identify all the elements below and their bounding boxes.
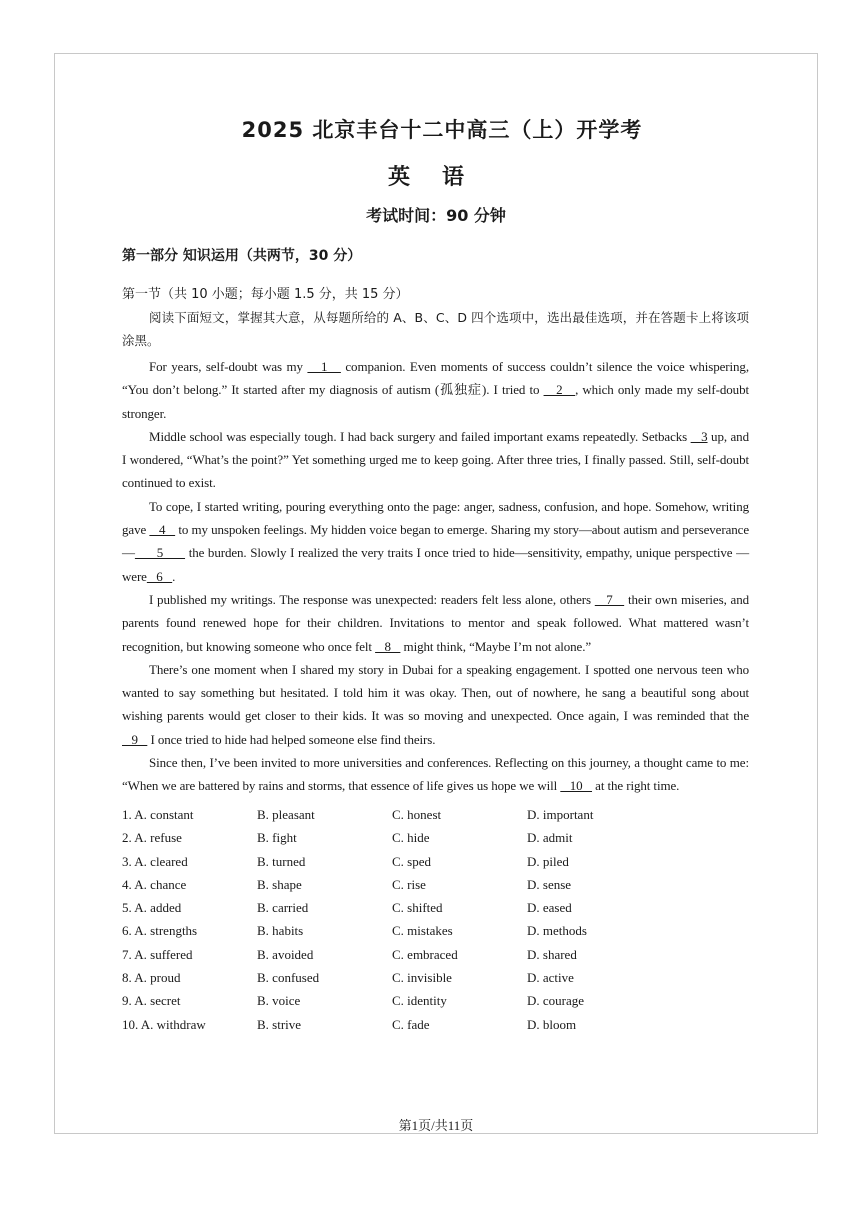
option-row-1 [122,803,742,826]
option-d: D. methods [527,923,587,939]
blank-2: 2 [543,382,576,398]
option-c: C. rise [392,876,426,892]
option-row-9 [122,989,742,1012]
option-d: D. piled [527,853,569,869]
instructions: 阅读下面短文，掌握其大意，从每题所给的 A、B、C、D 四个选项中，选出最佳选项，并在答题卡上将该项涂黑。 [122,310,749,348]
text-run: the burden. Slowly I realized the very traits I once tried to hide—sensitivity, empathy, unique perspective — were [122,545,749,584]
exam-duration: 考试时间：90 分钟 [366,206,506,225]
text-run: their own miseries, and parents found renewed hope for their children. Invitations to mentor and speak followed. What mattered wasn’t recognition, but knowing someone who once felt [122,591,750,654]
page-number: 第1页/共11页 [398,1118,474,1133]
option-a: 6. A. strengths [122,923,198,939]
option-b: B. voice [257,993,301,1009]
answer-options [122,803,742,1036]
option-c: C. shifted [392,900,443,916]
text-run: companion. Even moments of success couldn’t silence the voice whispering, “You don’t belong.” It started after my diagnosis of autism (孤独症). I tried to [122,359,749,398]
text-run: might think, “Maybe I’m not alone.” [400,638,592,654]
blank-1: 1 [307,359,341,374]
option-a: 1. A. constant [122,807,194,822]
text-run: There’s one moment when I shared my story in Dubai for a speaking engagement. I spotted one nervous teen who wanted to say something but hesitated. I told him it was okay. Then, out of nowhere, he sang a beautiful song about wishing parents would get closer to their kids. It was so moving and unexpected. Once again, I was reminded that the [122,661,749,724]
option-b: B. habits [257,923,304,939]
option-row-4 [122,873,742,896]
option-c: C. honest [392,807,442,822]
text-run: , which only made my self-doubt stronger. [122,382,749,421]
option-c: C. identity [392,993,447,1009]
subject-heading: 英语 [387,165,496,190]
passage-paragraph-1 [122,355,749,425]
option-b: B. shape [257,876,302,892]
option-c: C. fade [392,1016,430,1032]
option-a: 7. A. suffered [122,946,193,962]
blank-5: 5 [134,545,186,561]
passage-paragraph-2 [122,425,749,495]
option-a: 2. A. refuse [122,830,182,846]
option-d: D. courage [527,993,585,1009]
option-c: C. invisible [392,970,452,986]
option-c: C. sped [392,853,431,869]
option-b: B. pleasant [257,807,315,822]
option-a: 8. A. proud [122,970,181,986]
option-c: C. hide [392,830,430,846]
option-b: B. strive [257,1016,302,1032]
blank-3: 3 [690,428,708,444]
option-row-7 [122,943,742,966]
option-row-6 [122,919,742,942]
blank-4: 4 [149,522,176,538]
option-c: C. mistakes [392,923,453,939]
text-run: To cope, I started writing, pouring everything onto the page: anger, sadness, confusion, and hope. Somehow, writing gave [122,498,749,538]
text-run: Since then, I’ve been invited to more universities and conferences. Reflecting on this journey, a thought came to me: “When we are battered by rains and storms, that essence of life gives us hope we will [122,755,749,794]
option-d: D. important [527,807,594,822]
passage-paragraph-6 [122,751,749,798]
option-d: D. shared [527,946,577,962]
blank-7: 7 [594,591,625,607]
passage-paragraph-3 [122,495,749,588]
text-run: at the right time. [592,778,680,794]
text-run: I published my writings. The response was unexpected: readers felt less alone, others [149,591,595,607]
option-d: D. active [527,970,574,986]
blank-10: 10 [560,778,593,794]
text-run: Middle school was especially tough. I had back surgery and failed important exams repeatedly. Setbacks [149,428,691,444]
passage-paragraph-4 [122,588,749,658]
blank-6: 6 [146,568,173,584]
option-row-8 [122,966,742,989]
option-c: C. embraced [392,946,458,962]
option-b: B. turned [257,853,306,869]
option-a: 3. A. cleared [122,853,188,869]
section-heading: 第一节（共 10 小题；每小题 1.5 分，共 15 分） [122,287,409,302]
option-d: D. sense [527,876,572,892]
document-title: 2025 北京丰台十二中高三（上）开学考 [241,118,643,142]
passage-paragraph-5 [122,658,749,751]
option-row-3 [122,850,742,873]
option-row-10 [122,1013,742,1036]
option-a: 4. A. chance [122,876,187,892]
part-heading: 第一部分 知识运用（共两节，30 分） [122,248,362,264]
option-a: 5. A. added [122,900,182,916]
option-b: B. fight [257,830,297,846]
text-run: to my unspoken feelings. My hidden voice began to emerge. Sharing my story—about autism and perseverance— [122,522,749,561]
text-run: up, and I wondered, “What’s the point?” Yet something urged me to keep going. After three tries, I finally passed. Still, self-doubt continued to exist. [122,428,749,491]
option-d: D. admit [527,830,573,846]
reading-passage [122,306,749,798]
option-d: D. bloom [527,1016,577,1032]
option-b: B. avoided [257,946,314,962]
option-row-5 [122,896,742,919]
option-b: B. carried [257,900,309,916]
blank-9: 9 [122,731,148,747]
option-a: 9. A. secret [122,993,181,1009]
option-d: D. eased [527,900,572,916]
blank-8: 8 [375,638,401,654]
text-run: . [172,568,176,584]
text-run: For years, self-doubt was my [149,359,308,374]
option-b: B. confused [257,970,320,986]
option-a: 10. A. withdraw [122,1016,206,1032]
option-row-2 [122,826,742,849]
text-run: I once tried to hide had helped someone else find theirs. [147,731,436,747]
